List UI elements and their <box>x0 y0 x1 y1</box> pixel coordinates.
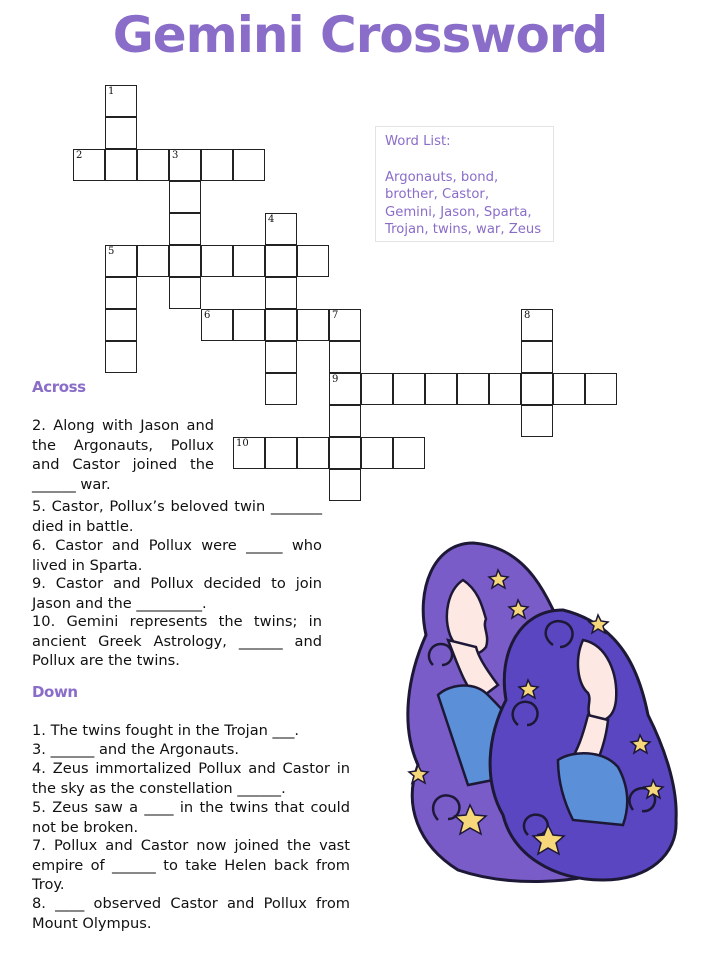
across-heading: Across <box>32 378 86 396</box>
crossword-cell-7[interactable] <box>329 309 361 341</box>
across-clue-10: 10. Gemini represents the twins; in ancient Greek Astrology, ______ and Pollux are the twins. <box>32 613 322 669</box>
crossword-cell[interactable] <box>265 341 297 373</box>
crossword-cell[interactable] <box>105 341 137 373</box>
crossword-cell[interactable] <box>233 149 265 181</box>
page-title: Gemini Crossword <box>112 6 608 64</box>
gemini-twins-illustration-icon <box>378 535 678 890</box>
down-clue-7: 7. Pollux and Castor now joined the vast empire of ______ to take Helen back from Troy. <box>32 837 350 893</box>
crossword-cell[interactable] <box>297 309 329 341</box>
crossword-cell[interactable] <box>585 373 617 405</box>
crossword-cell-10[interactable] <box>233 437 265 469</box>
crossword-cell[interactable] <box>265 245 297 277</box>
crossword-cell[interactable] <box>457 373 489 405</box>
crossword-cell[interactable] <box>521 341 553 373</box>
crossword-cell[interactable] <box>105 277 137 309</box>
down-clue-3: 3. ______ and the Argonauts. <box>32 741 239 758</box>
crossword-cell-9[interactable] <box>329 373 361 405</box>
crossword-cell[interactable] <box>425 373 457 405</box>
clue-number: 8 <box>524 310 531 321</box>
word-list-box <box>375 126 554 242</box>
crossword-cell[interactable] <box>105 149 137 181</box>
crossword-cell[interactable] <box>361 373 393 405</box>
crossword-cell[interactable] <box>201 245 233 277</box>
crossword-cell[interactable] <box>265 373 297 405</box>
crossword-cell[interactable] <box>105 117 137 149</box>
crossword-cell-4[interactable] <box>265 213 297 245</box>
crossword-cell[interactable] <box>169 277 201 309</box>
crossword-cell[interactable] <box>329 341 361 373</box>
crossword-cell[interactable] <box>393 437 425 469</box>
clue-number: 1 <box>108 86 115 97</box>
word-list-words: Argonauts, bond, brother, Castor, Gemini, Jason, Sparta, Trojan, twins, war, Zeus <box>385 169 542 238</box>
word-list-title: Word List: <box>385 134 451 149</box>
clue-number: 10 <box>236 438 249 449</box>
down-clue-5: 5. Zeus saw a ____ in the twins that could not be broken. <box>32 799 350 836</box>
crossword-cell[interactable] <box>233 309 265 341</box>
down-clue-8: 8. ____ observed Castor and Pollux from Mount Olympus. <box>32 895 350 932</box>
crossword-cell[interactable] <box>393 373 425 405</box>
clue-number: 9 <box>332 374 339 385</box>
crossword-cell[interactable] <box>137 149 169 181</box>
down-clue-1: 1. The twins fought in the Trojan ___. <box>32 722 300 739</box>
across-clue-6: 6. Castor and Pollux were _____ who lived in Sparta. <box>32 537 322 574</box>
across-clue-9: 9. Castor and Pollux decided to join Jason and the _________. <box>32 575 322 612</box>
crossword-cell[interactable] <box>265 309 297 341</box>
clue-number: 5 <box>108 246 115 257</box>
clue-number: 7 <box>332 310 339 321</box>
crossword-cell[interactable] <box>265 437 297 469</box>
crossword-cell[interactable] <box>169 245 201 277</box>
crossword-cell[interactable] <box>329 405 361 437</box>
crossword-cell[interactable] <box>105 309 137 341</box>
crossword-cell[interactable] <box>521 373 553 405</box>
crossword-cell[interactable] <box>169 213 201 245</box>
crossword-cell-6[interactable] <box>201 309 233 341</box>
crossword-cell-3[interactable] <box>169 149 201 181</box>
clue-number: 6 <box>204 310 211 321</box>
crossword-cell[interactable] <box>329 437 361 469</box>
crossword-cell[interactable] <box>297 245 329 277</box>
crossword-cell-2[interactable] <box>73 149 105 181</box>
crossword-cell[interactable] <box>361 437 393 469</box>
down-heading: Down <box>32 683 78 701</box>
across-clue-5: 5. Castor, Pollux’s beloved twin _______ died in battle. <box>32 498 322 535</box>
clue-number: 4 <box>268 214 275 225</box>
crossword-cell[interactable] <box>553 373 585 405</box>
crossword-cell[interactable] <box>297 437 329 469</box>
crossword-cell[interactable] <box>201 149 233 181</box>
crossword-cell-5[interactable] <box>105 245 137 277</box>
crossword-cell[interactable] <box>489 373 521 405</box>
crossword-cell[interactable] <box>521 405 553 437</box>
crossword-cell-1[interactable] <box>105 85 137 117</box>
crossword-cell-8[interactable] <box>521 309 553 341</box>
crossword-cell[interactable] <box>137 245 169 277</box>
crossword-cell[interactable] <box>265 277 297 309</box>
crossword-cell[interactable] <box>233 245 265 277</box>
clue-number: 2 <box>76 150 83 161</box>
crossword-cell[interactable] <box>329 469 361 501</box>
across-clue-2: 2. Along with Jason and the Argonauts, Pollux and Castor joined the ______ war. <box>32 417 214 493</box>
clue-number: 3 <box>172 150 179 161</box>
down-clue-4: 4. Zeus immortalized Pollux and Castor in the sky as the constellation ______. <box>32 760 350 797</box>
crossword-cell[interactable] <box>169 181 201 213</box>
